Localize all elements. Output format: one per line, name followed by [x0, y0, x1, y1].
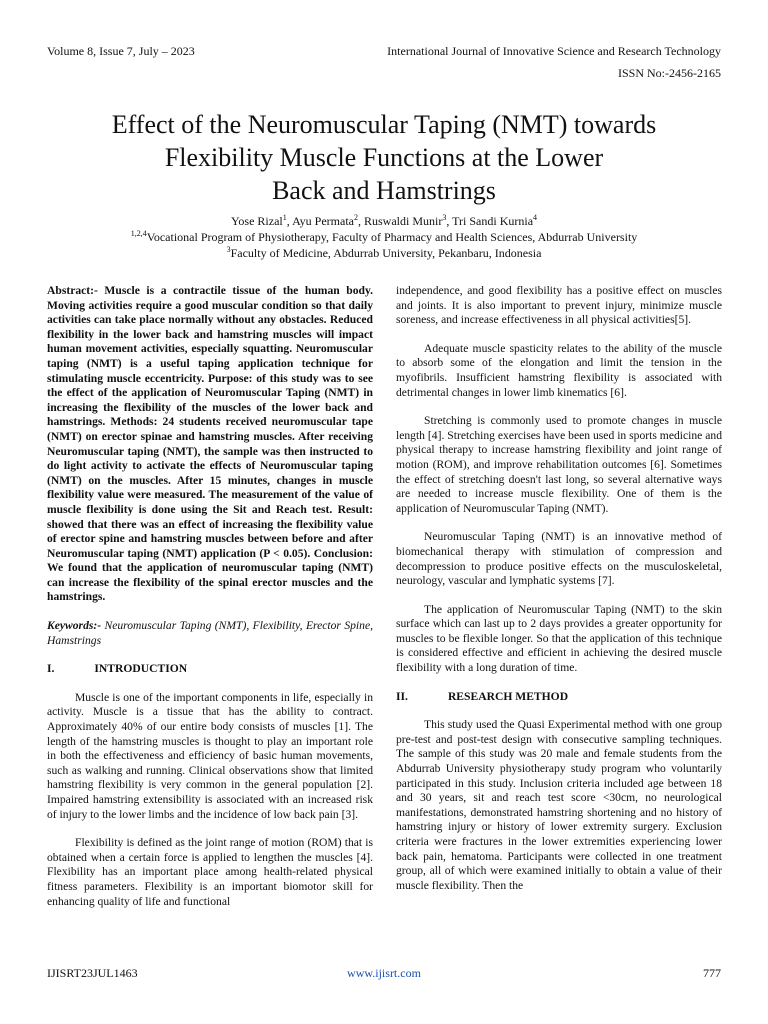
journal-url-link[interactable]: www.ijisrt.com [347, 966, 421, 980]
right-column [396, 284, 722, 893]
affiliation-sup: 3 [226, 245, 231, 254]
author-name: Ayu Permata [292, 214, 354, 228]
section-number: II. [396, 689, 408, 703]
author-sup: 1 [282, 213, 287, 222]
paragraph: This study used the Quasi Experimental method with one group pre-test and post-test design with consecutive sampling techniques. The sample of this study was 20 male and female students from the Abdurrab University physiotherapy study program who voluntarily participated in this study. Inclusion criteria included age between 18 and 30 years, sit and reach test score <30cm, no neurological manifestations, demonstrated hamstring shortening and no history of hamstring injury or history of lower extremity surgery. Exclusion criteria were fractures in the lower extremities experiencing lower back pain, hematoma. Participants were collected in one treatment group, all of which were examined initially to obtain a value of their muscle flexibility. Then the [396, 718, 722, 892]
keywords-label: Keywords:- [47, 619, 102, 633]
paragraph: Stretching is commonly used to promote changes in muscle length [4]. Stretching exercises have been used in sports medicine and physical therapy to increase hamstring flexibility and joint range of motion (ROM), and improve rehabilitation outcomes [6]. Sometimes the effect of stretching doesn't last long, so several alternative ways are needed to increase muscle flexibility. One of them is the application of Neuromuscular Taping (NMT). [396, 414, 722, 515]
affiliation-sup: 1,2,4 [130, 229, 147, 238]
author-sup: 3 [442, 213, 447, 222]
author-list: Yose Rizal$^1$, Ayu Permata$^2$, Ruswaldi Munir$^3$, Tri Sandi Kurnia$^4$ [230, 213, 538, 228]
issn: ISSN No:-2456-2165 [617, 66, 721, 80]
affiliation [40, 229, 728, 245]
volume-info: Volume 8, Issue 7, July – 2023 [47, 44, 195, 58]
author-sup: 2 [353, 213, 358, 222]
paper-code: IJISRT23JUL1463 [47, 966, 138, 980]
left-column [47, 284, 373, 909]
keywords-text: Neuromuscular Taping (NMT), Flexibility, Erector Spine, Hamstrings [47, 619, 373, 647]
author-sup: 4 [533, 213, 538, 222]
section-title: RESEARCH METHOD [447, 689, 569, 703]
section-heading [396, 690, 722, 705]
section-number: I. [47, 662, 55, 676]
paragraph: The application of Neuromuscular Taping (NMT) to the skin surface which can last up to 2 days provides a greater opportunity for muscles to be flexible longer. So that the application of this technique is considered effective and efficient in achieving the desired muscle flexibility with a long duration of time. [396, 602, 722, 675]
title-line: Flexibility Muscle Functions at the Lower [164, 143, 604, 173]
paragraph: independence, and good flexibility has a positive effect on muscles and joints. It is also important to prevent injury, minimize muscle soreness, and increase effectiveness in all physical activities[5]. [396, 284, 722, 327]
title-line: Back and Hamstrings [272, 176, 496, 206]
paragraph: Adequate muscle spasticity relates to the ability of the muscle to absorb some of the elongation and limit the tension in the myofibrils. Insufficient hamstring flexibility is associated with detrimental changes in lower limb kinematics [6]. [396, 341, 722, 399]
abstract: Abstract:- Muscle is a contractile tissue of the human body. Moving activities require a good muscular condition so that daily activities can take place normally without any obstacles. Reduced flexibility in the lower back and hamstring muscles will impact human movement activities, especially squatting. Neuromuscular taping (NMT) is a useful taping application technique for stimulating muscle eccentricity. Purpose: of this study was to see the effect of the application of Neuromuscular Taping (NMT) in increasing the flexibility of the muscles of the lower back and hamstrings. Methods: 24 students received neuromuscular tape (NMT) on erector spinae and hamstring muscles. After receiving Neuromuscular taping (NMT), the sample was then instructed to do light activity to activate the effects of Neuromuscular taping (NMT) on the muscles. After 15 minutes, changes in muscle flexibility value were measured. The measurement of the value of muscle flexibility is done using the Sit and Reach test. Result: showed that there was an effect of increasing the flexibility value of erector spine and hamstring muscles between before and after Neuromuscular taping (NMT) application (P < 0.05). Conclusion: We found that the application of neuromuscular taping (NMT) can increase the flexibility of the spinal erector muscles and the hamstrings. [47, 284, 373, 604]
title-line: Effect of the Neuromuscular Taping (NMT) towards [111, 110, 657, 140]
journal-name: International Journal of Innovative Science and Research Technology [387, 44, 721, 58]
paper-title [40, 108, 728, 207]
affiliation [40, 245, 728, 261]
author-name: Yose Rizal [230, 214, 283, 228]
section-title: INTRODUCTION [94, 662, 188, 676]
paragraph: Flexibility is defined as the joint range of motion (ROM) that is obtained when a certain force is applied to lengthen the muscles [4]. Flexibility has an important place among health-related physical fitness parameters. Flexibility is an important biomotor skill for enhancing quality of life and functional [47, 836, 373, 908]
page-number: 777 [703, 966, 721, 980]
paragraph: Muscle is one of the important components in life, especially in activity. Muscle is a tissue that has the ability to contract. Approximately 40% of our entire body consists of muscles [1]. The length of the hamstring muscles is thought to play an important role in both the effectiveness and efficiency of basic human movements, such as walking and running. Clinical observations show that limited hamstring flexibility is very common in the general population [2]. Impaired hamstring extensibility is associated with an increased risk of injury to the lower limbs and the incidence of low back pain [3]. [47, 690, 373, 821]
affiliation-text: Vocational Program of Physiotherapy, Faculty of Pharmacy and Health Sciences, Abdurrab University [146, 230, 638, 244]
paragraph: Neuromuscular Taping (NMT) is an innovative method of biomechanical therapy with stimulation of compression and decompression to produce positive effects on the musculoskeletal, neurology, vascular and lymphatic systems [7]. [396, 530, 722, 588]
section-heading [47, 662, 373, 677]
keywords [47, 619, 373, 648]
author-block [40, 213, 728, 261]
affiliation-text: Faculty of Medicine, Abdurrab University, Pekanbaru, Indonesia [230, 246, 542, 260]
author-name: Ruswaldi Munir [363, 214, 443, 228]
author-name: Tri Sandi Kurnia [452, 214, 534, 228]
